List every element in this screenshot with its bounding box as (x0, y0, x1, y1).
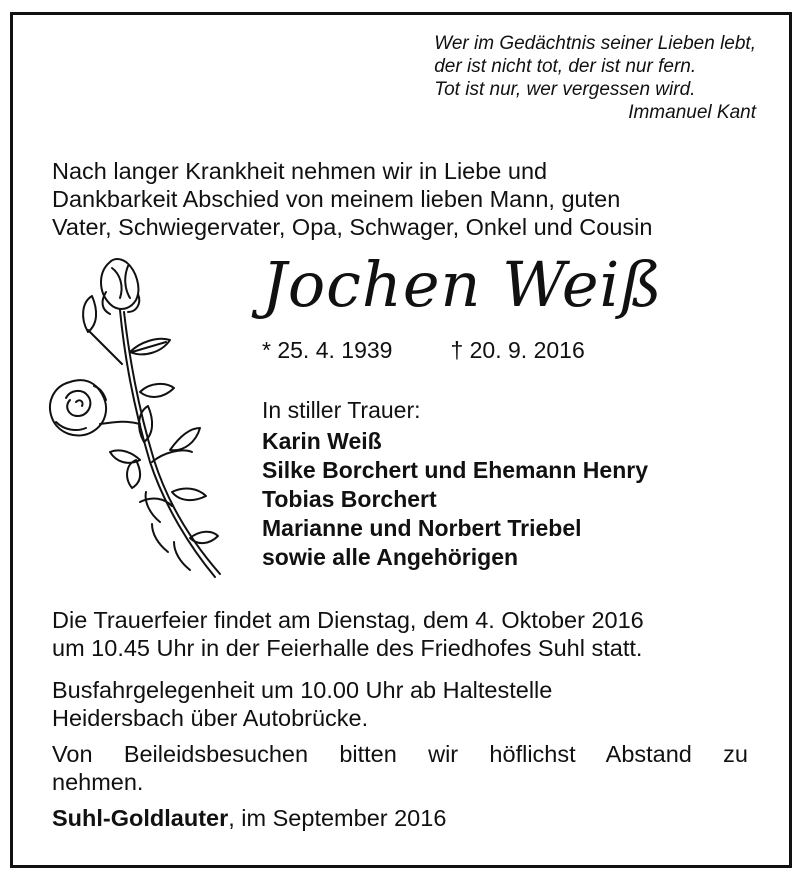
epigraph-quote (434, 32, 756, 124)
bus-notice (52, 676, 748, 732)
funeral-notice (52, 606, 748, 662)
mourning-heading: In stiller Trauer: (262, 397, 421, 423)
mourner-name: Silke Borchert und Ehemann Henry (262, 457, 648, 483)
condolence-notice (52, 740, 748, 796)
condolence-line: Von Beileidsbesuchen bitten wir höflichst Abstand zu (52, 741, 748, 767)
intro-line: Nach langer Krankheit nehmen wir in Liebe und (52, 158, 548, 184)
mourners-list (262, 427, 648, 572)
mourner-name: Karin Weiß (262, 428, 382, 454)
funeral-line: um 10.45 Uhr in der Feierhalle des Friedhofes Suhl statt. (52, 635, 643, 661)
mourner-name: Tobias Borchert (262, 486, 437, 512)
bus-line: Heidersbach über Autobrücke. (52, 705, 369, 731)
death-date: † 20. 9. 2016 (450, 337, 585, 363)
quote-author: Immanuel Kant (628, 102, 756, 123)
quote-line: der ist nicht tot, der ist nur fern. (434, 56, 697, 77)
quote-line: Tot ist nur, wer vergessen wird. (434, 79, 696, 100)
rose-illustration (40, 252, 230, 582)
condolence-line: nehmen. (52, 769, 144, 795)
signature-line (52, 804, 446, 832)
life-dates (262, 336, 585, 364)
signature-date: , im September 2016 (228, 805, 447, 831)
intro-line: Dankbarkeit Abschied von meinem lieben Mann, guten (52, 186, 621, 212)
mourner-name: sowie alle Angehörigen (262, 544, 519, 570)
quote-line: Wer im Gedächtnis seiner Lieben lebt, (434, 33, 756, 54)
intro-line: Vater, Schwiegervater, Opa, Schwager, Onkel und Cousin (52, 214, 653, 240)
intro-text (52, 157, 752, 241)
signature-place: Suhl-Goldlauter (52, 805, 229, 831)
deceased-name: Jochen Weiß (262, 248, 663, 321)
mourner-name: Marianne und Norbert Triebel (262, 515, 582, 541)
bus-line: Busfahrgelegenheit um 10.00 Uhr ab Haltestelle (52, 677, 553, 703)
birth-date: * 25. 4. 1939 (262, 337, 393, 363)
funeral-line: Die Trauerfeier findet am Dienstag, dem 4. Oktober 2016 (52, 607, 644, 633)
